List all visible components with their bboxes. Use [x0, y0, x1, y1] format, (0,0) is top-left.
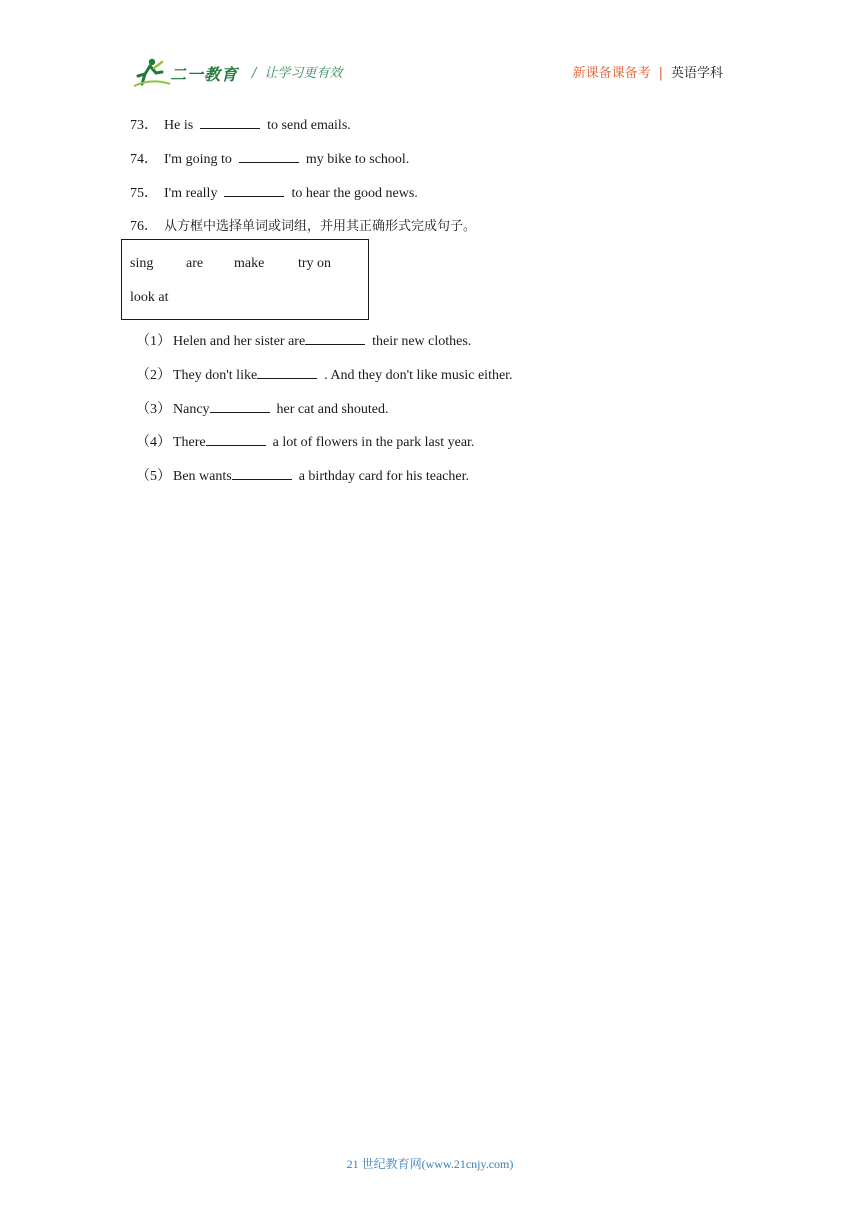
word-bank-box	[121, 239, 369, 320]
header-subject-info	[573, 62, 723, 81]
question-text-before: He is	[164, 118, 194, 133]
question-text-after: to send emails.	[267, 118, 351, 133]
sub-question-text-after: her cat and shouted.	[276, 402, 389, 417]
sub-question-label: （1）	[136, 334, 171, 349]
sub-question-text-after: a birthday card for his teacher.	[298, 469, 469, 484]
question-text-before: I'm going to	[164, 152, 232, 167]
sub-question-label: （2）	[136, 368, 171, 383]
answer-blank[interactable]	[224, 184, 284, 197]
question-number: 76．	[130, 219, 158, 234]
instruction-text: 从方框中选择单词或词组，并用其正确形式完成句子。	[164, 219, 477, 234]
question-76-instruction	[130, 215, 476, 235]
word-bank-item: try on	[298, 256, 332, 271]
sub-question-2	[136, 364, 513, 384]
header-subject: 英语学科	[670, 66, 723, 81]
sub-question-text-before: They don't like	[173, 368, 258, 383]
question-text-before: I'm really	[164, 186, 218, 201]
sub-question-text-before: There	[173, 435, 206, 450]
sub-question-text-after: . And they don't like music either.	[324, 368, 513, 383]
word-bank-item: are	[186, 256, 204, 271]
question-75	[130, 182, 418, 202]
answer-blank[interactable]	[210, 400, 270, 413]
sub-question-text-before: Helen and her sister are	[173, 334, 306, 349]
sub-question-4	[136, 431, 474, 451]
question-text-after: to hear the good news.	[291, 186, 418, 201]
sub-question-label: （5）	[136, 469, 171, 484]
sub-question-5	[136, 465, 469, 485]
sub-question-text-before: Ben wants	[173, 469, 232, 484]
answer-blank[interactable]	[206, 433, 266, 446]
slogan-text: 让学习更有效	[264, 66, 343, 81]
question-74	[130, 148, 409, 168]
answer-blank[interactable]	[232, 467, 292, 480]
sub-question-3	[136, 398, 389, 418]
sub-question-text-before: Nancy	[173, 402, 210, 417]
sub-question-label: （4）	[136, 435, 171, 450]
sub-question-label: （3）	[136, 402, 171, 417]
page-footer: 21 世纪教育网(www.21cnjy.com)	[346, 1157, 514, 1171]
logo	[132, 56, 242, 90]
slogan-separator: /	[252, 66, 257, 81]
word-bank-item: make	[234, 256, 265, 271]
word-bank-item: look at	[130, 290, 169, 305]
page-header	[0, 0, 860, 100]
sub-question-text-after: their new clothes.	[372, 334, 472, 349]
header-course-text: 新课备课备考	[572, 66, 651, 81]
question-73	[130, 114, 351, 134]
answer-blank[interactable]	[305, 332, 365, 345]
answer-blank[interactable]	[257, 366, 317, 379]
answer-blank[interactable]	[239, 150, 299, 163]
header-separator: |	[658, 66, 663, 81]
question-number: 74．	[130, 152, 158, 167]
word-bank-item: sing	[130, 256, 154, 271]
slogan	[252, 62, 342, 81]
logo-text: 二一教育	[170, 65, 239, 84]
sub-question-text-after: a lot of flowers in the park last year.	[272, 435, 475, 450]
question-text-after: my bike to school.	[305, 152, 410, 167]
question-number: 75．	[130, 186, 158, 201]
question-number: 73．	[130, 118, 158, 133]
runner-logo-icon	[132, 56, 172, 88]
answer-blank[interactable]	[200, 116, 260, 129]
sub-question-1	[136, 330, 471, 350]
